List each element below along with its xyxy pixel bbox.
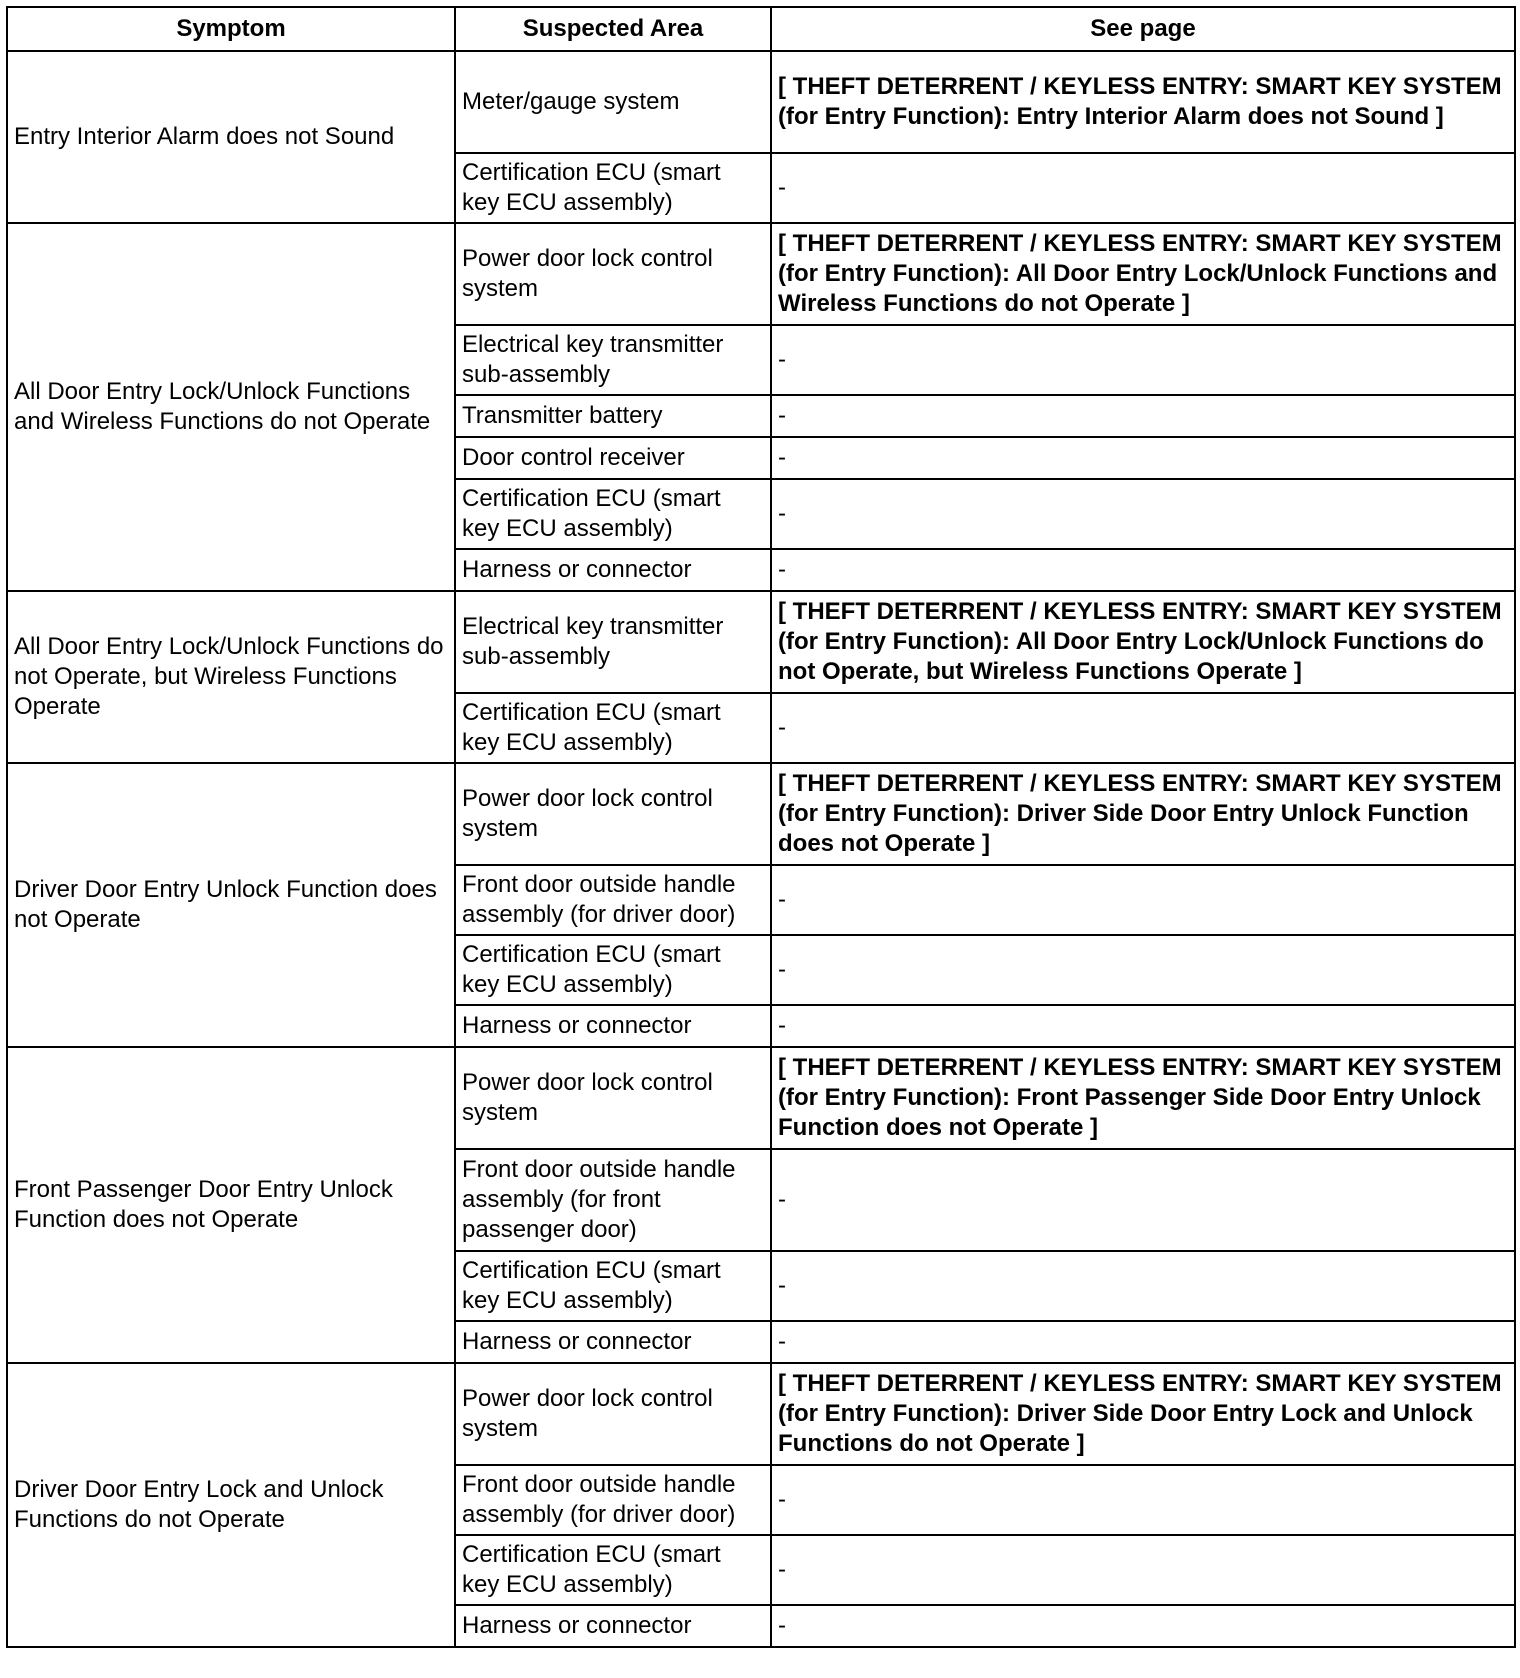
see-page-cell: -: [771, 325, 1515, 395]
table-header-row: [7, 7, 1515, 51]
see-page-link[interactable]: [ THEFT DETERRENT / KEYLESS ENTRY: SMART KEY SYSTEM (for Entry Function): All Door Entry Lock/Unlock Functions do not Operate, but Wireless Functions Operate ]: [771, 591, 1515, 693]
suspected-area-cell: Power door lock control system: [455, 1363, 771, 1465]
see-page-link[interactable]: [ THEFT DETERRENT / KEYLESS ENTRY: SMART KEY SYSTEM (for Entry Function): Front Passenger Side Door Entry Unlock Function does not Operate ]: [771, 1047, 1515, 1149]
see-page-link[interactable]: [ THEFT DETERRENT / KEYLESS ENTRY: SMART KEY SYSTEM (for Entry Function): Driver Side Door Entry Lock and Unlock Functions do not Operate ]: [771, 1363, 1515, 1465]
see-page-cell: -: [771, 865, 1515, 935]
table-row: [7, 51, 1515, 153]
table-row: [7, 763, 1515, 865]
see-page-cell: -: [771, 437, 1515, 479]
symptom-cell: All Door Entry Lock/Unlock Functions do not Operate, but Wireless Functions Operate: [7, 591, 455, 763]
suspected-area-cell: Power door lock control system: [455, 1047, 771, 1149]
table-row: [7, 591, 1515, 693]
symptom-cell: Driver Door Entry Lock and Unlock Functions do not Operate: [7, 1363, 455, 1647]
suspected-area-cell: Harness or connector: [455, 1005, 771, 1047]
suspected-area-cell: Harness or connector: [455, 1321, 771, 1363]
header-see-page: See page: [771, 7, 1515, 51]
suspected-area-cell: Power door lock control system: [455, 763, 771, 865]
header-symptom: Symptom: [7, 7, 455, 51]
symptom-cell: Entry Interior Alarm does not Sound: [7, 51, 455, 223]
see-page-link[interactable]: [ THEFT DETERRENT / KEYLESS ENTRY: SMART KEY SYSTEM (for Entry Function): All Door Entry Lock/Unlock Functions and Wireless Functions do not Operate ]: [771, 223, 1515, 325]
suspected-area-cell: Certification ECU (smart key ECU assembly): [455, 1251, 771, 1321]
problem-symptoms-table: [6, 6, 1516, 1648]
suspected-area-cell: Front door outside handle assembly (for driver door): [455, 1465, 771, 1535]
suspected-area-cell: Certification ECU (smart key ECU assembly): [455, 153, 771, 223]
suspected-area-cell: Certification ECU (smart key ECU assembly): [455, 479, 771, 549]
see-page-cell: -: [771, 1251, 1515, 1321]
see-page-cell: -: [771, 1149, 1515, 1251]
table-row: [7, 1047, 1515, 1149]
suspected-area-cell: Certification ECU (smart key ECU assembly): [455, 693, 771, 763]
symptom-cell: All Door Entry Lock/Unlock Functions and Wireless Functions do not Operate: [7, 223, 455, 591]
header-suspected-area: Suspected Area: [455, 7, 771, 51]
see-page-cell: -: [771, 153, 1515, 223]
suspected-area-cell: Harness or connector: [455, 549, 771, 591]
see-page-cell: -: [771, 1535, 1515, 1605]
suspected-area-cell: Transmitter battery: [455, 395, 771, 437]
see-page-link[interactable]: [ THEFT DETERRENT / KEYLESS ENTRY: SMART KEY SYSTEM (for Entry Function): Driver Side Door Entry Unlock Function does not Operate ]: [771, 763, 1515, 865]
suspected-area-cell: Electrical key transmitter sub-assembly: [455, 325, 771, 395]
symptom-cell: Front Passenger Door Entry Unlock Function does not Operate: [7, 1047, 455, 1363]
see-page-cell: -: [771, 1321, 1515, 1363]
see-page-cell: -: [771, 935, 1515, 1005]
suspected-area-cell: Front door outside handle assembly (for driver door): [455, 865, 771, 935]
see-page-cell: -: [771, 395, 1515, 437]
symptom-cell: Driver Door Entry Unlock Function does not Operate: [7, 763, 455, 1047]
table-row: [7, 223, 1515, 325]
suspected-area-cell: Certification ECU (smart key ECU assembly): [455, 1535, 771, 1605]
suspected-area-cell: Front door outside handle assembly (for front passenger door): [455, 1149, 771, 1251]
see-page-cell: -: [771, 693, 1515, 763]
suspected-area-cell: Harness or connector: [455, 1605, 771, 1647]
see-page-cell: -: [771, 1605, 1515, 1647]
see-page-cell: -: [771, 549, 1515, 591]
table-row: [7, 1363, 1515, 1465]
see-page-cell: -: [771, 1005, 1515, 1047]
suspected-area-cell: Door control receiver: [455, 437, 771, 479]
see-page-cell: -: [771, 1465, 1515, 1535]
suspected-area-cell: Power door lock control system: [455, 223, 771, 325]
suspected-area-cell: Meter/gauge system: [455, 51, 771, 153]
see-page-link[interactable]: [ THEFT DETERRENT / KEYLESS ENTRY: SMART KEY SYSTEM (for Entry Function): Entry Interior Alarm does not Sound ]: [771, 51, 1515, 153]
suspected-area-cell: Electrical key transmitter sub-assembly: [455, 591, 771, 693]
suspected-area-cell: Certification ECU (smart key ECU assembly): [455, 935, 771, 1005]
see-page-cell: -: [771, 479, 1515, 549]
